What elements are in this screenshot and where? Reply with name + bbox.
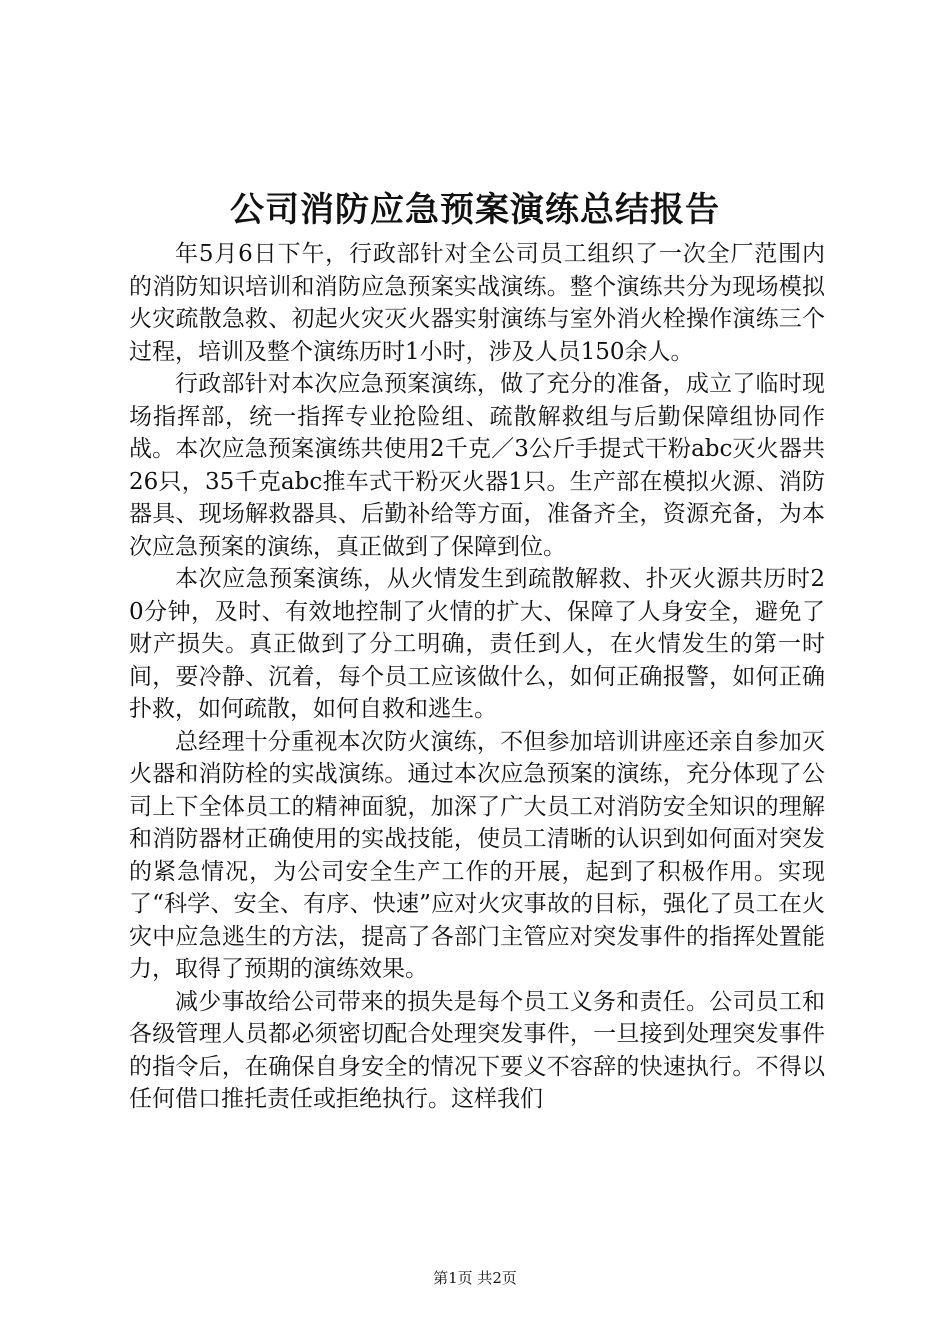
paragraph-2: 行政部针对本次应急预案演练，做了充分的准备，成立了临时现场指挥部，统一指挥专业抢险组、疏散解救组与后勤保障组协同作战。本次应急预案演练共使用2千克／3公斤手提式干粉abc灭火器共26只，35千克abc推车式干粉灭火器1只。生产部在模拟火源、消防器具、现场解救器具、后勤补给等方面，准备齐全，资源充备，为本次应急预案的演练，真正做到了保障到位。 [129,371,825,560]
paragraph-4: 总经理十分重视本次防火演练，不但参加培训讲座还亲自参加灭火器和消防栓的实战演练。通过本次应急预案的演练，充分体现了公司上下全体员工的精神面貌，加深了广大员工对消防安全知识的理解和消防器材正确使用的实战技能，使员工清晰的认识到如何面对突发的紧急情况，为公司安全生产工作的开展，起到了积极作用。实现了“科学、安全、有序、快速”应对火灾事故的目标，强化了员工在火灾中应急逃生的方法，提高了各部门主管应对突发事件的指挥处置能力，取得了预期的演练效果。 [129,728,825,982]
document-body [129,238,825,1116]
paragraph-3: 本次应急预案演练，从火情发生到疏散解救、扑灭火源共历时20分钟，及时、有效地控制了火情的扩大、保障了人身安全，避免了财产损失。真正做到了分工明确，责任到人，在火情发生的第一时间，要冷静、沉着，每个员工应该做什么，如何正确报警，如何正确扑救，如何疏散，如何自救和逃生。 [129,566,825,722]
paragraph-1: 年5月6日下午，行政部针对全公司员工组织了一次全厂范围内的消防知识培训和消防应急预案实战演练。整个演练共分为现场模拟火灾疏散急救、初起火灾灭火器实射演练与室外消火栓操作演练三个过程，培训及整个演练历时1小时，涉及人员150余人。 [129,241,825,365]
page-number-footer: 第1页 共2页 [433,1269,517,1287]
document-title: 公司消防应急预案演练总结报告 [230,190,720,230]
paragraph-5: 减少事故给公司带来的损失是每个员工义务和责任。公司员工和各级管理人员都必须密切配合处理突发事件，一旦接到处理突发事件的指令后，在确保自身安全的情况下要义不容辞的快速执行。不得以任何借口推托责任或拒绝执行。这样我们 [129,988,825,1112]
